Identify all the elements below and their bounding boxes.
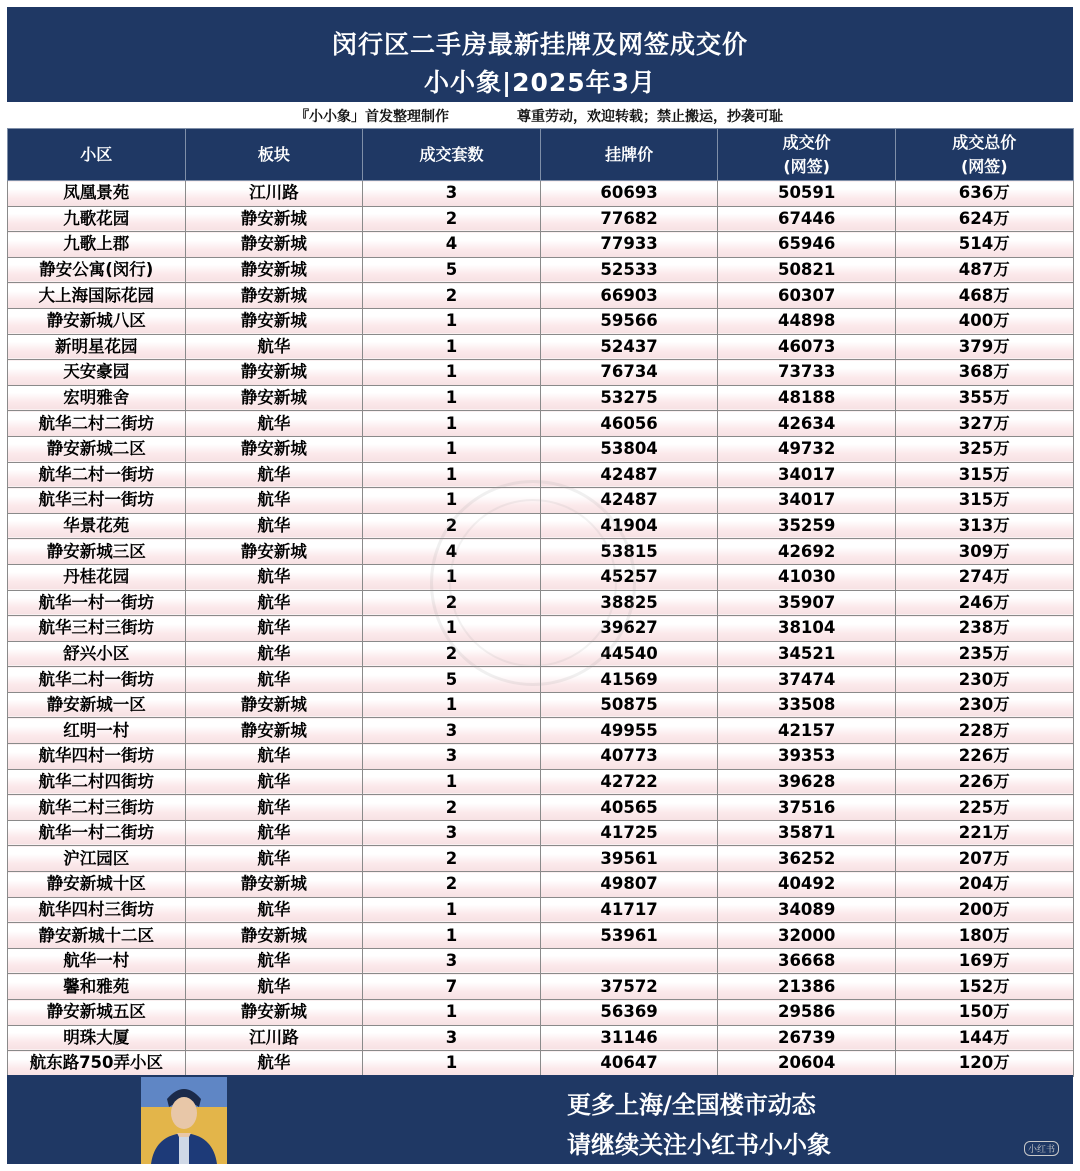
cell-total-price: 150万 [895,1000,1073,1026]
cell-deal-price: 39353 [718,744,896,770]
cell-deal-count: 1 [363,897,541,923]
cell-total-price: 144万 [895,1025,1073,1051]
cell-community: 宏明雅舍 [8,385,186,411]
cell-district: 航华 [185,488,363,514]
cell-total-price: 624万 [895,206,1073,232]
table-row [8,872,1074,898]
cell-district: 航华 [185,411,363,437]
cell-community: 沪江园区 [8,846,186,872]
header-total-price [895,129,1073,181]
cell-listing-price: 76734 [540,360,718,386]
cell-community: 华景花苑 [8,513,186,539]
header-label: 挂牌价 [605,144,654,164]
table-row [8,564,1074,590]
header-sublabel: (网签) [783,156,830,176]
table-row [8,206,1074,232]
cell-deal-count: 4 [363,539,541,565]
cell-deal-price: 34521 [718,641,896,667]
cell-listing-price: 49807 [540,872,718,898]
cell-total-price: 230万 [895,692,1073,718]
table-row [8,820,1074,846]
table-row [8,667,1074,693]
cell-deal-count: 1 [363,1051,541,1077]
cell-district: 航华 [185,948,363,974]
cell-deal-count: 2 [363,590,541,616]
table-row [8,846,1074,872]
cell-deal-count: 2 [363,846,541,872]
cell-community: 航华四村三街坊 [8,897,186,923]
table-row [8,948,1074,974]
cell-district: 静安新城 [185,1000,363,1026]
cell-deal-price: 50591 [718,181,896,207]
table-row [8,616,1074,642]
cell-community: 大上海国际花园 [8,283,186,309]
table-row [8,641,1074,667]
cell-deal-count: 2 [363,795,541,821]
cell-community: 明珠大厦 [8,1025,186,1051]
price-table [7,128,1074,1077]
cell-total-price: 315万 [895,488,1073,514]
cell-deal-price: 29586 [718,1000,896,1026]
table-row [8,360,1074,386]
cell-listing-price: 52437 [540,334,718,360]
cell-district: 航华 [185,769,363,795]
cell-deal-count: 7 [363,974,541,1000]
table-row [8,974,1074,1000]
cell-deal-count: 3 [363,718,541,744]
cell-deal-price: 34089 [718,897,896,923]
cell-deal-price: 40492 [718,872,896,898]
table-row [8,308,1074,334]
cell-total-price: 246万 [895,590,1073,616]
cell-listing-price: 46056 [540,411,718,437]
cell-district: 航华 [185,334,363,360]
cell-deal-count: 1 [363,436,541,462]
cell-community: 九歌花园 [8,206,186,232]
cell-deal-price: 20604 [718,1051,896,1077]
cell-deal-price: 35871 [718,820,896,846]
cell-deal-count: 2 [363,206,541,232]
cell-community: 静安新城二区 [8,436,186,462]
cell-total-price: 230万 [895,667,1073,693]
cell-listing-price: 40565 [540,795,718,821]
cell-listing-price: 39627 [540,616,718,642]
cell-deal-count: 1 [363,411,541,437]
cell-total-price: 221万 [895,820,1073,846]
cell-listing-price: 50875 [540,692,718,718]
cell-district: 航华 [185,1051,363,1077]
cell-deal-count: 1 [363,334,541,360]
table-row [8,897,1074,923]
cell-deal-count: 2 [363,513,541,539]
cell-listing-price: 41569 [540,667,718,693]
cell-listing-price: 42487 [540,462,718,488]
cell-total-price: 487万 [895,257,1073,283]
cell-deal-count: 5 [363,667,541,693]
cell-deal-count: 5 [363,257,541,283]
cell-listing-price: 53275 [540,385,718,411]
cell-listing-price: 66903 [540,283,718,309]
cell-deal-price: 65946 [718,232,896,258]
cell-district: 航华 [185,846,363,872]
table-row [8,411,1074,437]
cell-listing-price [540,948,718,974]
cell-deal-price: 38104 [718,616,896,642]
cell-community: 航华二村一街坊 [8,462,186,488]
cell-total-price: 226万 [895,769,1073,795]
cell-total-price: 368万 [895,360,1073,386]
table-row [8,436,1074,462]
cell-total-price: 238万 [895,616,1073,642]
cell-deal-price: 21386 [718,974,896,1000]
cell-listing-price: 44540 [540,641,718,667]
cell-deal-price: 49732 [718,436,896,462]
cell-deal-count: 1 [363,692,541,718]
cell-district: 静安新城 [185,283,363,309]
cell-deal-count: 1 [363,385,541,411]
notice-bar [7,102,1073,128]
cell-deal-count: 1 [363,769,541,795]
table-row [8,232,1074,258]
cell-community: 静安新城三区 [8,539,186,565]
cell-community: 静安新城八区 [8,308,186,334]
table-row [8,744,1074,770]
cell-district: 静安新城 [185,385,363,411]
cell-community: 航华二村一街坊 [8,667,186,693]
table-row [8,923,1074,949]
table-row [8,181,1074,207]
cell-deal-count: 3 [363,744,541,770]
avatar-illustration [141,1077,227,1164]
cell-deal-count: 2 [363,283,541,309]
cell-community: 九歌上郡 [8,232,186,258]
cell-total-price: 313万 [895,513,1073,539]
table-row [8,692,1074,718]
cell-district: 航华 [185,897,363,923]
cell-community: 航华三村三街坊 [8,616,186,642]
cell-community: 航华二村四街坊 [8,769,186,795]
table-row [8,539,1074,565]
cell-district: 航华 [185,513,363,539]
cell-deal-count: 1 [363,462,541,488]
table-row [8,513,1074,539]
cell-deal-price: 26739 [718,1025,896,1051]
cell-district: 静安新城 [185,308,363,334]
table-row [8,590,1074,616]
cell-deal-price: 35259 [718,513,896,539]
cell-district: 航华 [185,820,363,846]
cell-deal-count: 1 [363,616,541,642]
cell-listing-price: 77682 [540,206,718,232]
cell-community: 凤凰景苑 [8,181,186,207]
table-row [8,1051,1074,1077]
cell-listing-price: 52533 [540,257,718,283]
cell-district: 静安新城 [185,539,363,565]
cell-district: 航华 [185,795,363,821]
cell-listing-price: 39561 [540,846,718,872]
header-community [8,129,186,181]
cell-deal-price: 32000 [718,923,896,949]
cell-listing-price: 40773 [540,744,718,770]
cell-deal-price: 36252 [718,846,896,872]
cell-community: 航华一村一街坊 [8,590,186,616]
cell-deal-count: 1 [363,308,541,334]
cell-total-price: 180万 [895,923,1073,949]
cell-community: 航华三村一街坊 [8,488,186,514]
header-sublabel: (网签) [960,156,1008,176]
cell-community: 航东路750弄小区 [8,1051,186,1077]
cell-district: 航华 [185,616,363,642]
header-district [185,129,363,181]
cell-listing-price: 31146 [540,1025,718,1051]
page-subtitle: 小小象|2025年3月 [423,68,657,97]
cell-listing-price: 41904 [540,513,718,539]
header-label: 成交价 [782,132,831,152]
cell-total-price: 327万 [895,411,1073,437]
cell-district: 静安新城 [185,257,363,283]
cell-district: 静安新城 [185,232,363,258]
cell-district: 静安新城 [185,692,363,718]
cell-district: 航华 [185,744,363,770]
cell-total-price: 204万 [895,872,1073,898]
cell-deal-price: 48188 [718,385,896,411]
cell-community: 新明星花园 [8,334,186,360]
cell-district: 航华 [185,564,363,590]
cell-deal-count: 1 [363,923,541,949]
cell-community: 航华一村二街坊 [8,820,186,846]
cell-total-price: 169万 [895,948,1073,974]
cell-total-price: 225万 [895,795,1073,821]
cell-total-price: 207万 [895,846,1073,872]
cell-total-price: 274万 [895,564,1073,590]
cell-deal-price: 34017 [718,488,896,514]
cell-total-price: 468万 [895,283,1073,309]
copyright-text: 尊重劳动，欢迎转载；禁止搬运，抄袭可耻 [517,109,783,125]
cell-community: 航华二村三街坊 [8,795,186,821]
cell-listing-price: 42487 [540,488,718,514]
cell-community: 静安新城十区 [8,872,186,898]
cell-deal-price: 37516 [718,795,896,821]
cell-total-price: 514万 [895,232,1073,258]
cell-district: 航华 [185,641,363,667]
cell-district: 航华 [185,590,363,616]
cell-community: 静安新城一区 [8,692,186,718]
cell-total-price: 400万 [895,308,1073,334]
cell-district: 静安新城 [185,436,363,462]
cell-deal-count: 1 [363,360,541,386]
cell-deal-price: 50821 [718,257,896,283]
cell-deal-price: 42157 [718,718,896,744]
cell-total-price: 636万 [895,181,1073,207]
cell-community: 天安豪园 [8,360,186,386]
cell-deal-count: 1 [363,564,541,590]
cell-listing-price: 41725 [540,820,718,846]
cell-total-price: 355万 [895,385,1073,411]
header-label: 板块 [257,144,290,164]
cell-total-price: 120万 [895,1051,1073,1077]
cell-listing-price: 42722 [540,769,718,795]
cell-deal-price: 39628 [718,769,896,795]
cell-deal-count: 3 [363,948,541,974]
table-row [8,385,1074,411]
cell-deal-price: 42634 [718,411,896,437]
cell-deal-count: 3 [363,1025,541,1051]
header-label: 成交套数 [419,144,484,164]
avatar [141,1077,227,1164]
cell-community: 航华四村一街坊 [8,744,186,770]
cell-deal-price: 46073 [718,334,896,360]
cell-district: 江川路 [185,181,363,207]
table-row [8,283,1074,309]
table-header-row [8,129,1074,181]
cell-deal-count: 1 [363,488,541,514]
cell-listing-price: 45257 [540,564,718,590]
cell-community: 丹桂花园 [8,564,186,590]
table-row [8,1000,1074,1026]
table-row [8,488,1074,514]
cell-district: 静安新城 [185,923,363,949]
cell-deal-price: 34017 [718,462,896,488]
cell-total-price: 226万 [895,744,1073,770]
table-row [8,462,1074,488]
cell-community: 航华二村二街坊 [8,411,186,437]
table-row [8,769,1074,795]
cell-listing-price: 77933 [540,232,718,258]
table-row [8,718,1074,744]
cell-community: 静安新城十二区 [8,923,186,949]
cell-deal-count: 4 [363,232,541,258]
cell-deal-price: 35907 [718,590,896,616]
cell-deal-price: 36668 [718,948,896,974]
cell-deal-price: 42692 [718,539,896,565]
cell-deal-price: 60307 [718,283,896,309]
title-banner [7,7,1073,102]
header-deal-price [718,129,896,181]
platform-badge: 小红书 [1024,1141,1059,1156]
cell-listing-price: 49955 [540,718,718,744]
footer-line-2: 请继续关注小红书小小象 [567,1131,831,1159]
cell-district: 静安新城 [185,360,363,386]
table-row [8,257,1074,283]
cell-total-price: 228万 [895,718,1073,744]
cell-listing-price: 38825 [540,590,718,616]
cell-total-price: 152万 [895,974,1073,1000]
cell-listing-price: 40647 [540,1051,718,1077]
cell-district: 航华 [185,974,363,1000]
cell-community: 馨和雅苑 [8,974,186,1000]
cell-deal-price: 41030 [718,564,896,590]
cell-deal-price: 37474 [718,667,896,693]
cell-district: 航华 [185,462,363,488]
cell-community: 舒兴小区 [8,641,186,667]
cell-deal-price: 67446 [718,206,896,232]
table-body [8,181,1074,1077]
cell-deal-count: 3 [363,181,541,207]
cell-deal-price: 33508 [718,692,896,718]
cell-listing-price: 60693 [540,181,718,207]
footer-line-1: 更多上海/全国楼市动态 [567,1091,816,1119]
cell-listing-price: 41717 [540,897,718,923]
footer-banner [7,1075,1073,1164]
header-listing-price [540,129,718,181]
cell-listing-price: 37572 [540,974,718,1000]
cell-listing-price: 56369 [540,1000,718,1026]
header-deal-count [363,129,541,181]
cell-deal-price: 73733 [718,360,896,386]
cell-community: 静安新城五区 [8,1000,186,1026]
cell-listing-price: 53815 [540,539,718,565]
cell-total-price: 315万 [895,462,1073,488]
cell-community: 航华一村 [8,948,186,974]
table-row [8,795,1074,821]
cell-district: 静安新城 [185,206,363,232]
header-label: 小区 [80,144,113,164]
cell-total-price: 200万 [895,897,1073,923]
cell-total-price: 325万 [895,436,1073,462]
cell-total-price: 379万 [895,334,1073,360]
cell-listing-price: 53804 [540,436,718,462]
page-title: 闵行区二手房最新挂牌及网签成交价 [331,30,748,59]
cell-deal-count: 2 [363,872,541,898]
cell-district: 航华 [185,667,363,693]
cell-district: 静安新城 [185,718,363,744]
cell-deal-count: 1 [363,1000,541,1026]
cell-district: 静安新城 [185,872,363,898]
cell-total-price: 235万 [895,641,1073,667]
cell-deal-price: 44898 [718,308,896,334]
cell-listing-price: 59566 [540,308,718,334]
header-label: 成交总价 [952,132,1017,152]
cell-deal-count: 2 [363,641,541,667]
cell-deal-count: 3 [363,820,541,846]
table-row [8,1025,1074,1051]
cell-listing-price: 53961 [540,923,718,949]
table-row [8,334,1074,360]
credit-text: 『小小象」首发整理制作 [295,109,449,125]
cell-community: 红明一村 [8,718,186,744]
cell-district: 江川路 [185,1025,363,1051]
cell-total-price: 309万 [895,539,1073,565]
cell-community: 静安公寓(闵行) [8,257,186,283]
